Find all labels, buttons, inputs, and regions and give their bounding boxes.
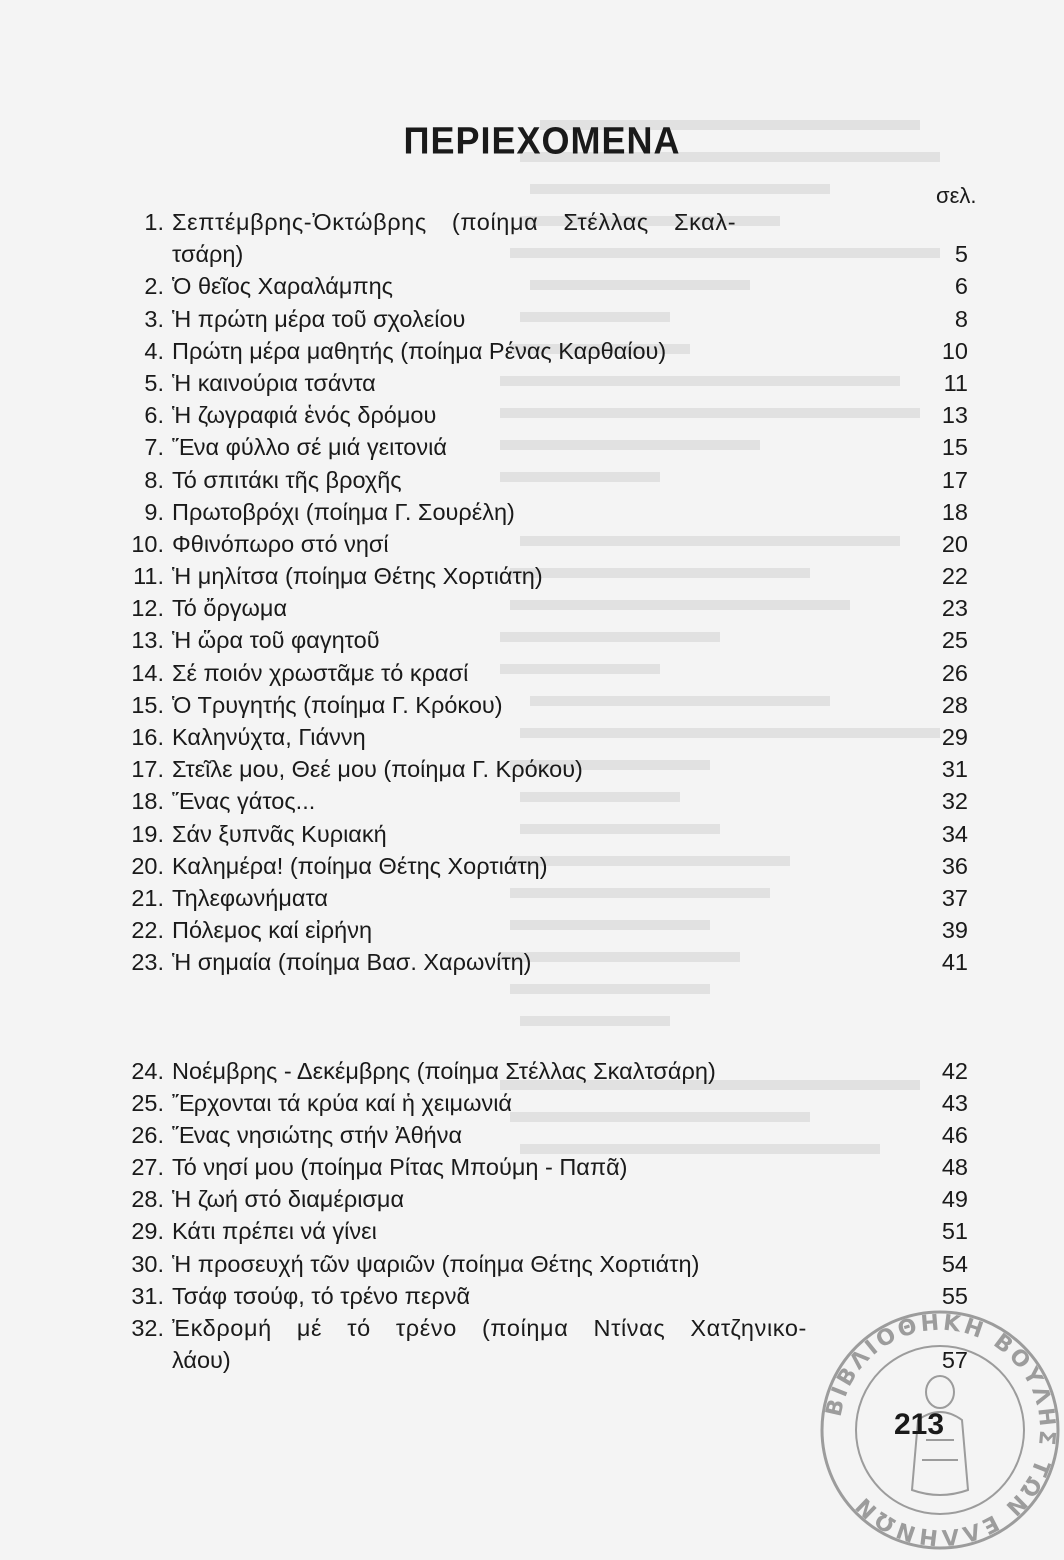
toc-page-number: 42 <box>941 1057 968 1084</box>
toc-entry <box>118 850 968 882</box>
toc-page-number: 36 <box>941 852 968 879</box>
toc-entry <box>118 721 968 753</box>
toc-title: Ἡ ζωγραφιά ἑνός δρόμου <box>172 402 437 429</box>
toc-number: 25. <box>131 1089 164 1116</box>
toc-page-number: 23 <box>941 595 968 622</box>
toc-title: Ἡ ὥρα τοῦ φαγητοῦ <box>172 627 380 654</box>
toc-page-number: 51 <box>941 1218 968 1245</box>
toc-page-number: 32 <box>941 788 968 815</box>
toc-number: 2. <box>144 273 164 300</box>
page-title: ΠΕΡΙΕΧΟΜΕΝΑ <box>403 118 681 162</box>
toc-title: Ἡ σημαία (ποίημα Βασ. Χαρωνίτη) <box>172 949 532 976</box>
toc-title-line2: λάου) <box>172 1347 231 1374</box>
toc-page-number: 18 <box>941 498 968 525</box>
toc-title: Ἡ ζωή στό διαμέρισμα <box>172 1186 405 1213</box>
toc-number: 15. <box>131 691 164 718</box>
toc-number: 1. <box>144 209 164 235</box>
toc-number: 16. <box>131 724 164 751</box>
toc-page-number: 11 <box>943 369 968 396</box>
toc-page-number: 41 <box>941 949 968 976</box>
toc-page-number: 39 <box>941 917 968 944</box>
toc-page-number: 28 <box>941 691 968 718</box>
toc-entry <box>118 367 968 399</box>
toc-number: 4. <box>144 337 164 364</box>
toc-number: 27. <box>131 1154 164 1181</box>
toc-title <box>172 206 968 270</box>
toc-entry <box>118 753 968 785</box>
toc-entry <box>118 657 968 689</box>
page-folio-number: 213 <box>894 1408 945 1441</box>
toc-entry <box>118 1119 968 1151</box>
toc-page-number: 13 <box>941 402 968 429</box>
toc-number: 19. <box>131 820 164 847</box>
toc-title: Ἡ προσευχή τῶν ψαριῶν (ποίημα Θέτης Χορτιάτη) <box>172 1250 700 1277</box>
toc-page-number: 31 <box>941 756 968 783</box>
toc-number: 18. <box>131 788 164 815</box>
toc-number: 6. <box>144 402 164 429</box>
toc-number: 30. <box>131 1250 164 1277</box>
toc-number: 5. <box>144 369 164 396</box>
toc-title: Ἔρχονται τά κρύα καί ἡ χειμωνιά <box>172 1089 513 1116</box>
toc-title: Τό σπιτάκι τῆς βροχῆς <box>172 466 402 493</box>
toc-number: 28. <box>131 1186 164 1213</box>
toc-number: 20. <box>131 852 164 879</box>
toc-entry <box>118 335 968 367</box>
toc-title: Τσάφ τσούφ, τό τρένο περνᾶ <box>172 1282 471 1309</box>
toc-page-number: 43 <box>941 1089 968 1116</box>
toc-page-number: 6 <box>954 273 968 300</box>
toc-entry <box>118 882 968 914</box>
toc-title: Ἡ πρώτη μέρα τοῦ σχολείου <box>172 305 466 332</box>
toc-entry <box>118 624 968 656</box>
toc-entry <box>118 528 968 560</box>
toc-number: 7. <box>144 434 164 461</box>
toc-number: 8. <box>144 466 164 493</box>
toc-entry <box>118 1183 968 1215</box>
toc-number: 13. <box>131 627 164 654</box>
toc-number: 14. <box>131 659 164 686</box>
toc-entry <box>118 270 968 302</box>
toc-entry <box>118 431 968 463</box>
toc-entry <box>118 914 968 946</box>
toc-title: Τηλεφωνήματα <box>172 884 328 911</box>
toc-title-line1: Σεπτέμβρης-Ὀκτώβρης (ποίημα Στέλλας Σκαλ- <box>172 209 737 235</box>
toc-page-number: 8 <box>954 305 968 332</box>
toc-page-number: 22 <box>941 563 968 590</box>
page-column-label: σελ. <box>936 183 977 208</box>
toc-number: 9. <box>144 498 164 525</box>
toc-number: 32. <box>131 1315 164 1342</box>
toc-title: Σέ ποιόν χρωστᾶμε τό κρασί <box>172 659 469 686</box>
toc-title: Στεῖλε μου, Θεέ μου (ποίημα Γ. Κρόκου) <box>172 756 583 783</box>
toc-page-number: 17 <box>941 466 968 493</box>
toc-title: Κάτι πρέπει νά γίνει <box>172 1218 377 1245</box>
toc-page-number: 25 <box>941 627 968 654</box>
toc-title: Ἡ μηλίτσα (ποίημα Θέτης Χορτιάτη) <box>172 563 543 590</box>
toc-number: 24. <box>131 1057 164 1084</box>
toc-number: 26. <box>131 1121 164 1148</box>
toc-title: Σάν ξυπνᾶς Κυριακή <box>172 820 387 847</box>
toc-page-number: 57 <box>941 1347 968 1374</box>
toc-entry <box>118 303 968 335</box>
table-of-contents <box>118 206 968 1376</box>
toc-entry <box>118 560 968 592</box>
toc-page-number: 10 <box>941 337 968 364</box>
toc-entry <box>118 818 968 850</box>
toc-page-number: 26 <box>941 659 968 686</box>
toc-entry <box>118 1055 968 1087</box>
toc-number: 21. <box>131 884 164 911</box>
toc-page-number: 5 <box>954 241 968 267</box>
toc-title: Ἕνα φύλλο σέ μιά γειτονιά <box>172 434 447 461</box>
toc-title: Ὁ Τρυγητής (ποίημα Γ. Κρόκου) <box>172 691 503 718</box>
toc-page-number: 46 <box>941 1121 968 1148</box>
toc-title: Ἕνας γάτος... <box>172 788 316 815</box>
toc-entry <box>118 689 968 721</box>
toc-page-number: 34 <box>941 820 968 847</box>
toc-entry <box>118 1215 968 1247</box>
toc-number: 31. <box>131 1282 164 1309</box>
toc-entry <box>118 464 968 496</box>
section-gap <box>118 979 968 1055</box>
toc-page-number: 37 <box>941 884 968 911</box>
toc-entry <box>118 946 968 978</box>
toc-entry <box>118 399 968 431</box>
toc-title-line1: Ἐκδρομή μέ τό τρένο (ποίημα Ντίνας Χατζηνικο- <box>172 1315 807 1342</box>
toc-page-number: 29 <box>941 724 968 751</box>
toc-entry <box>118 206 968 270</box>
toc-title: Φθινόπωρο στό νησί <box>172 530 389 557</box>
toc-title: Ὁ θεῖος Χαραλάμπης <box>172 273 393 300</box>
toc-title: Πρώτη μέρα μαθητής (ποίημα Ρένας Καρθαίου) <box>172 337 667 364</box>
toc-title: Νοέμβρης - Δεκέμβρης (ποίημα Στέλλας Σκαλτσάρη) <box>172 1057 716 1084</box>
toc-number: 11. <box>133 563 164 590</box>
toc-title: Τό ὄργωμα <box>172 595 288 622</box>
toc-page-number: 55 <box>941 1282 968 1309</box>
toc-number: 3. <box>144 305 164 332</box>
toc-number: 23. <box>131 949 164 976</box>
toc-entry <box>118 1248 968 1280</box>
toc-page-number: 49 <box>941 1186 968 1213</box>
toc-entry <box>118 785 968 817</box>
toc-page-number: 54 <box>941 1250 968 1277</box>
toc-title: Καληνύχτα, Γιάννη <box>172 724 366 751</box>
toc-entry <box>118 1151 968 1183</box>
toc-entry <box>118 592 968 624</box>
toc-title: Τό νησί μου (ποίημα Ρίτας Μπούμη - Παπᾶ) <box>172 1154 628 1181</box>
toc-page-number: 48 <box>941 1154 968 1181</box>
svg-text:ΒΙΒΛΙΟΘΗΚΗ ΒΟΥΛΗΣ ΤΩΝ ΕΛΛΗΝΩΝ: ΒΙΒΛΙΟΘΗΚΗ ΒΟΥΛΗΣ ΤΩΝ ΕΛΛΗΝΩΝ <box>821 1310 1060 1550</box>
toc-number: 22. <box>131 917 164 944</box>
toc-page-number: 15 <box>941 434 968 461</box>
toc-number: 29. <box>131 1218 164 1245</box>
toc-number: 12. <box>131 595 164 622</box>
toc-number: 10. <box>131 530 164 557</box>
toc-title: Πρωτοβρόχι (ποίημα Γ. Σουρέλη) <box>172 498 515 525</box>
toc-entry <box>118 496 968 528</box>
toc-number: 17. <box>131 756 164 783</box>
toc-entry <box>118 1087 968 1119</box>
toc-title: Καλημέρα! (ποίημα Θέτης Χορτιάτη) <box>172 852 548 879</box>
toc-page-number: 20 <box>941 530 968 557</box>
toc-title: Πόλεμος καί εἰρήνη <box>172 917 373 944</box>
toc-title-line2: τσάρη) <box>172 241 244 267</box>
toc-title: Ἡ καινούρια τσάντα <box>172 369 376 396</box>
toc-title: Ἕνας νησιώτης στήν Ἀθήνα <box>172 1121 463 1148</box>
